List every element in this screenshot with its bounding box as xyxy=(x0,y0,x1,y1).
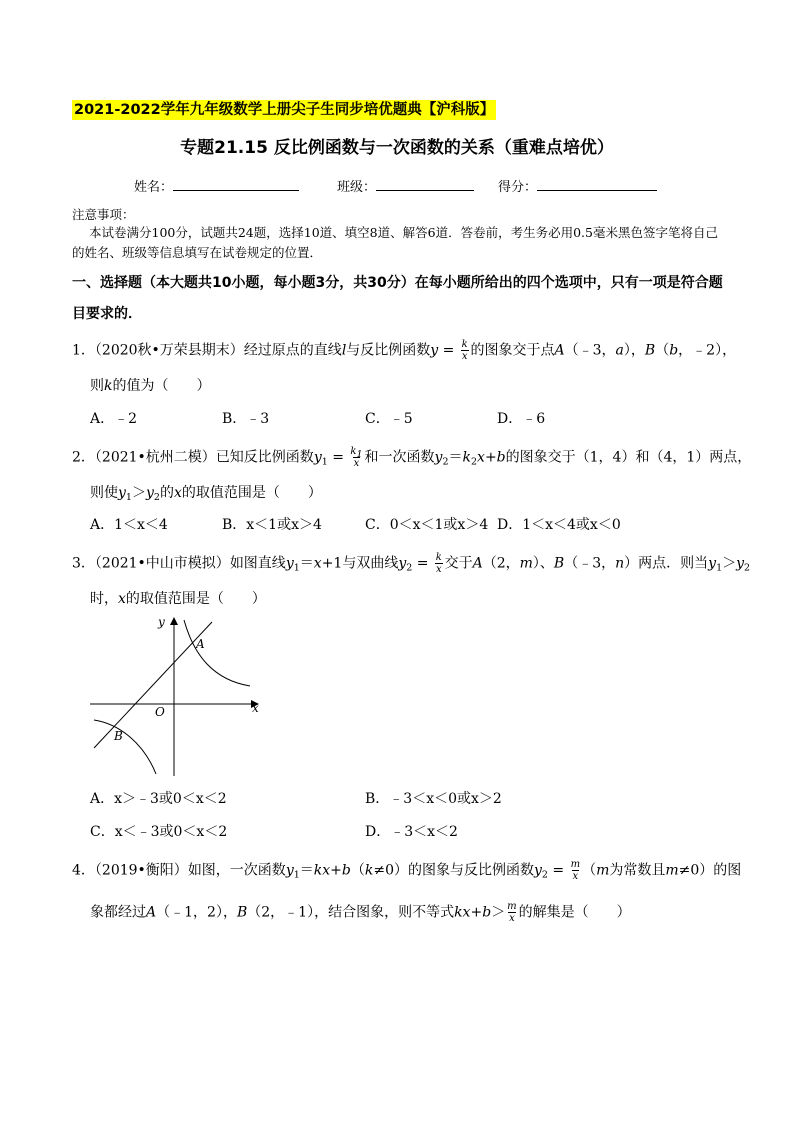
q3-option-c[interactable]: C．x＜﹣3或0＜x＜2 xyxy=(90,824,228,840)
fraction-k1-over-x: $\frac{k_1}{x}$ xyxy=(350,446,363,469)
name-field[interactable] xyxy=(134,176,299,196)
q2-option-b[interactable]: B．x＜1或x＞4 xyxy=(222,517,322,533)
score-blank[interactable] xyxy=(537,176,657,191)
question-4-line-2: 象都经过A（﹣1，2），B（2，﹣1），结合图象，则不等式kx+b＞ $\frac{m}{x}$ 的解集是（ ） xyxy=(90,901,631,924)
hyperbola-branch-lower xyxy=(94,720,156,774)
series-banner: 2021-2022学年九年级数学上册尖子生同步培优题典【沪科版】 xyxy=(74,102,495,118)
q2-option-c[interactable]: C．0＜x＜1或x＞4 xyxy=(365,517,489,533)
hyperbola-branch-upper xyxy=(184,620,250,686)
q3-option-a[interactable]: A．x＞﹣3或0＜x＜2 xyxy=(90,791,227,807)
score-label: 得分： xyxy=(498,180,538,195)
question-2-line-1: 2．（2021•杭州二模）已知反比例函数$y_1$ = $\frac{k_1}{x}$ 和一次函数$y_2=k_2x+b$的图象交于（1，4）和（4，1）两点， xyxy=(72,446,752,469)
question-3-graph xyxy=(84,612,264,778)
score-field[interactable] xyxy=(498,176,657,196)
class-field[interactable] xyxy=(337,176,474,196)
q3-option-b[interactable]: B．﹣3＜x＜0或x＞2 xyxy=(365,791,502,807)
notes-heading: 注意事项： xyxy=(72,207,135,222)
fraction-m-over-x: $\frac{m}{x}$ xyxy=(507,901,517,924)
name-blank[interactable] xyxy=(173,176,299,191)
point-a-label: A xyxy=(196,637,205,651)
fraction-m-over-x: $\frac{m}{x}$ xyxy=(570,859,581,882)
question-1-line-2: 则k的值为（ ） xyxy=(90,378,211,394)
notes-text: 本试卷满分100分，试题共24题，选择10道、填空8道、解答6道．答卷前，考生务必用0.5毫米黑色签字笔将自己的姓名、班级等信息填写在试卷规定的位置． xyxy=(72,225,718,260)
page-title: 专题21.15 反比例函数与一次函数的关系（重难点培优） xyxy=(180,138,614,158)
q1-option-c[interactable]: C．﹣5 xyxy=(365,411,413,427)
question-3-line-2: 时，x的取值范围是（ ） xyxy=(90,591,266,607)
question-4-line-1: 4．（2019•衡阳）如图，一次函数$y_1=kx+b(k\ne 0)$的图象与反比例函数$y_2$ = $\frac{m}{x}$ （m为常数且m≠0）的图 xyxy=(72,859,742,882)
y-axis-label: y xyxy=(158,615,165,629)
class-blank[interactable] xyxy=(376,176,474,191)
fraction-k-over-x: $\frac{k}{x}$ xyxy=(435,552,442,575)
q2-option-a[interactable]: A．1＜x＜4 xyxy=(90,517,168,533)
line-y1 xyxy=(94,622,212,748)
q1-option-a[interactable]: A．﹣2 xyxy=(90,411,138,427)
question-2-line-2: 则使$y_1>y_2$的x的取值范围是（ ） xyxy=(90,485,322,503)
x-axis-label: x xyxy=(252,701,259,715)
point-b-label: B xyxy=(114,729,123,743)
origin-label: O xyxy=(155,705,165,719)
class-label: 班级： xyxy=(337,180,377,195)
question-1-line-1: 1．（2020秋•万荣县期末）经过原点的直线l与反比例函数y = $\frac{k}{x}$ 的图象交于点A（﹣3，a），B（b，﹣2）， xyxy=(72,339,737,362)
q3-option-d[interactable]: D．﹣3＜x＜2 xyxy=(365,824,458,840)
question-3-line-1: 3．（2021•中山市模拟）如图直线$y_1=x+1$与双曲线$y_2$ = $\frac{k}{x}$ 交于A（2，m）、B（﹣3，n）两点．则当$y_1>y_2$ xyxy=(72,552,751,575)
q2-option-d[interactable]: D．1＜x＜4或x＜0 xyxy=(497,517,621,533)
section-title: 一、选择题（本大题共10小题，每小题3分，共30分）在每小题所给出的四个选项中，只有一项是符合题目要求的． xyxy=(72,275,723,322)
name-label: 姓名： xyxy=(134,180,174,195)
q1-option-d[interactable]: D．﹣6 xyxy=(497,411,546,427)
fraction-k-over-x: $\frac{k}{x}$ xyxy=(461,339,468,362)
q1-option-b[interactable]: B．﹣3 xyxy=(222,411,270,427)
